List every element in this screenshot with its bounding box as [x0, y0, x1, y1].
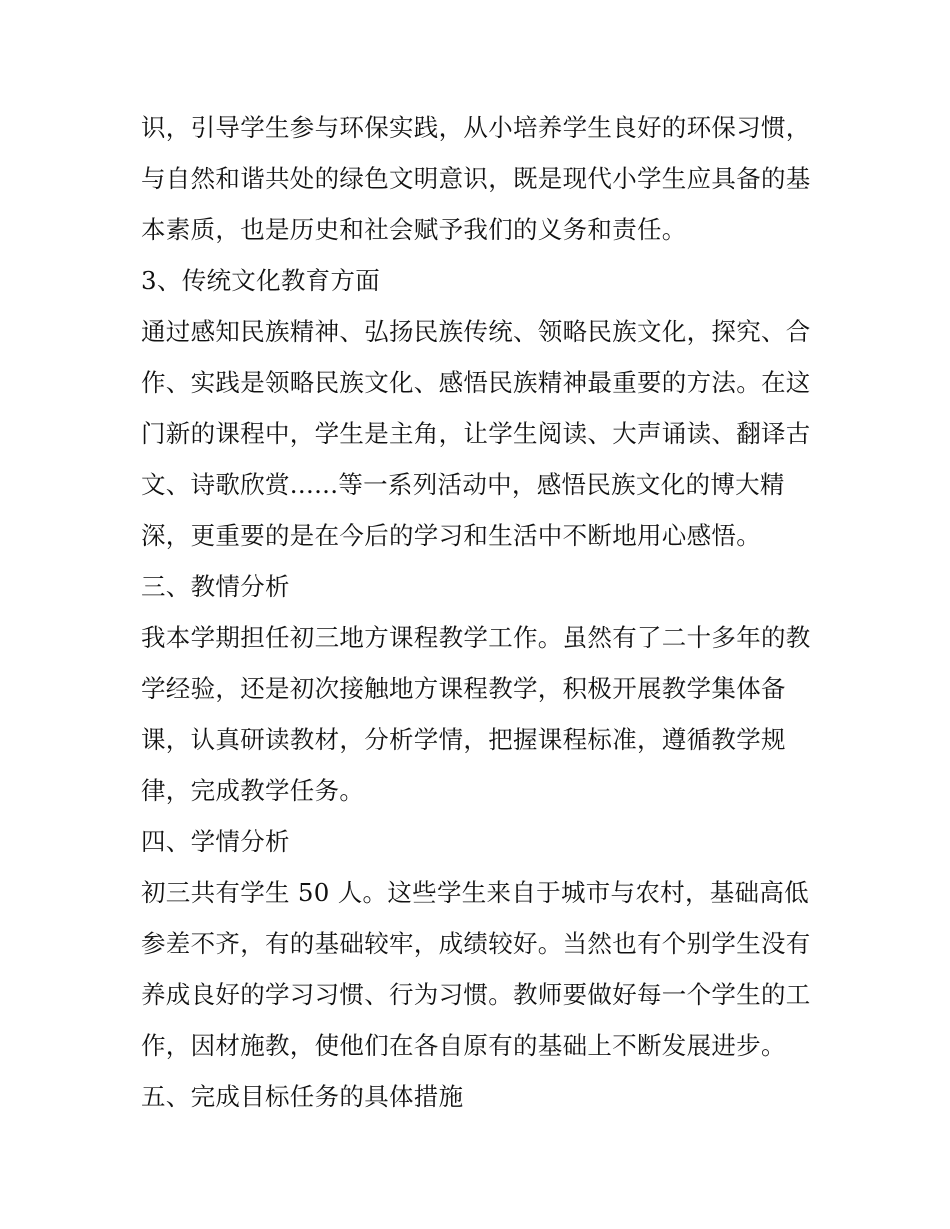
text-line: 养成良好的学习习惯、行为习惯。教师要做好每一个学生的工 [141, 980, 811, 1009]
text-line: 学经验，还是初次接触地方课程教学，积极开展教学集体备 [141, 674, 786, 703]
section-heading: 三、教情分析 [141, 572, 290, 601]
text-line: 初三共有学生 50 人。这些学生来自于城市与农村，基础高低 [141, 878, 809, 907]
section-heading: 3、传统文化教育方面 [141, 266, 381, 295]
text-line: 我本学期担任初三地方课程教学工作。虽然有了二十多年的教 [141, 623, 811, 652]
text-line: 通过感知民族精神、弘扬民族传统、领略民族文化，探究、合 [141, 317, 811, 346]
text-line: 深，更重要的是在今后的学习和生活中不断地用心感悟。 [141, 521, 761, 550]
text-line: 作、实践是领略民族文化、感悟民族精神最重要的方法。在这 [141, 368, 811, 397]
text-line: 作，因材施教，使他们在各自原有的基础上不断发展进步。 [141, 1031, 786, 1060]
text-line: 门新的课程中，学生是主角，让学生阅读、大声诵读、翻译古 [141, 419, 811, 448]
text-line: 律，完成教学任务。 [141, 776, 365, 805]
text-line: 课，认真研读教材，分析学情，把握课程标准，遵循教学规 [141, 725, 786, 754]
section-heading: 四、学情分析 [141, 827, 290, 856]
text-line: 参差不齐，有的基础较牢，成绩较好。当然也有个别学生没有 [141, 929, 811, 958]
text-line: 文、诗歌欣赏......等一系列活动中，感悟民族文化的博大精 [141, 470, 785, 499]
section-heading: 五、完成目标任务的具体措施 [141, 1082, 464, 1111]
text-line: 与自然和谐共处的绿色文明意识，既是现代小学生应具备的基 [141, 164, 811, 193]
text-line: 本素质，也是历史和社会赋予我们的义务和责任。 [141, 215, 687, 244]
text-line: 识，引导学生参与环保实践，从小培养学生良好的环保习惯， [141, 113, 811, 142]
